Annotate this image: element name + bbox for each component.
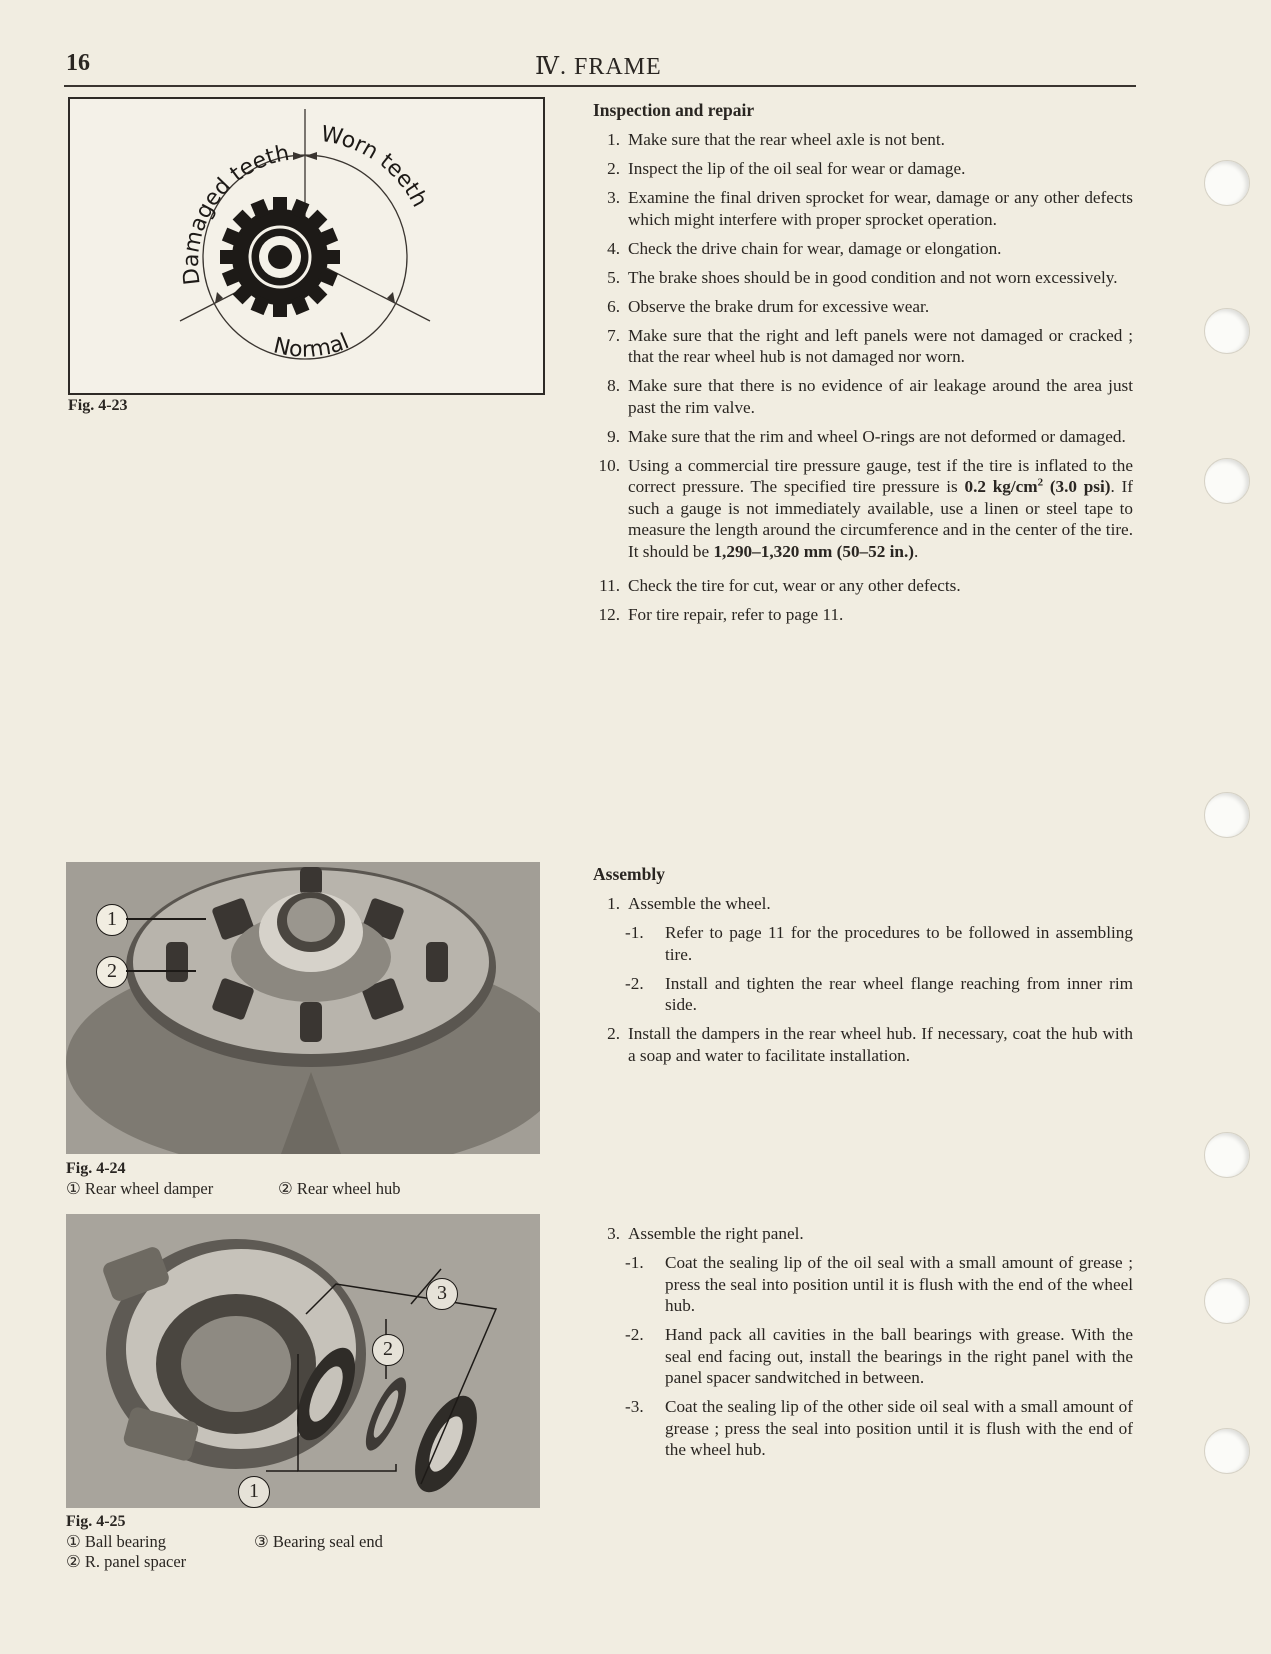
fig-4-25-legend-1: ① Ball bearing — [66, 1532, 167, 1551]
binder-hole — [1204, 160, 1250, 206]
callout-2: 2 — [372, 1334, 404, 1366]
length-in: (50–52 in.) — [836, 541, 914, 561]
inspection-heading: Inspection and repair — [593, 100, 755, 120]
list-item: 7. Make sure that the right and left panels were not damaged or cracked ; that the rear wheel hub is not damaged nor worn. — [607, 325, 1133, 366]
inspection-section — [593, 100, 1133, 626]
binder-hole — [1204, 308, 1250, 354]
fig-4-24-caption: Fig. 4-24 — [66, 1160, 126, 1177]
list-item: 9. Make sure that the rim and wheel O-rings are not deformed or damaged. — [607, 426, 1126, 446]
callout-line — [126, 918, 206, 920]
callout-1: 1 — [96, 904, 128, 936]
chapter-title: Ⅳ. FRAME — [535, 54, 662, 80]
list-item: 2. Inspect the lip of the oil seal for wear or damage. — [607, 159, 966, 178]
svg-text:Normal — [271, 329, 353, 363]
sub-list-item: -2. Install and tighten the rear wheel flange reaching from inner rim side. — [625, 973, 1133, 1014]
sub-list-item: -1. Coat the sealing lip of the oil seal with a small amount of grease ; press the seal into position until it is flush with the end of the wheel hub. — [625, 1253, 1133, 1315]
page-number: 16 — [66, 50, 90, 76]
fig-4-24-legend-2: ② Rear wheel hub — [278, 1179, 401, 1198]
damaged-teeth-label: Damaged teeth — [178, 140, 292, 287]
list-item: 3. Assemble the right panel. — [607, 1224, 804, 1243]
figure-4-25-photo — [66, 1214, 540, 1508]
binder-hole — [1204, 792, 1250, 838]
callout-1: 1 — [238, 1476, 270, 1508]
sub-list-item: -1. Refer to page 11 for the procedures to be followed in assembling tire. — [625, 923, 1133, 964]
callout-line — [126, 970, 196, 972]
list-item: 11. Check the tire for cut, wear or any other defects. — [599, 576, 961, 595]
sprocket-diagram — [70, 99, 543, 393]
pressure-spec: 0.2 $kg/cm^2$ — [964, 476, 1044, 496]
list-item: 2. Install the dampers in the rear wheel hub. If necessary, coat the hub with a soap and water to facilitate installation. — [607, 1024, 1133, 1065]
binder-hole — [1204, 1278, 1250, 1324]
list-item: 5. The brake shoes should be in good condition and not worn excessively. — [607, 267, 1118, 287]
list-item: 4. Check the drive chain for wear, damage or elongation. — [607, 238, 1002, 258]
list-item: 10. Using a commercial tire pressure gauge, test if the tire is inflated to the correct pressure. The specified tire pressure is 0.2 $kg/cm^2$ (3.0 psi). If such a gauge is not immediately available, use a linen or steel tape to measure the length around the circumference and in the center of the tire. It should be 1,290–1,320 mm (50–52 in.). — [598, 455, 1133, 561]
callout-3: 3 — [426, 1278, 458, 1310]
sub-list-item: -3. Coat the sealing lip of the other side oil seal with a small amount of grease ; press the seal into position until it is flush with the end of the wheel hub. — [625, 1397, 1133, 1459]
normal-teeth-label: Normal — [271, 329, 353, 363]
fig-4-24-legend-1: ① Rear wheel damper — [66, 1179, 214, 1198]
fig-4-25-caption: Fig. 4-25 — [66, 1513, 126, 1530]
svg-text:Worn teeth — [319, 122, 432, 211]
binder-hole — [1204, 1132, 1250, 1178]
length-spec: 1,290–1,320 mm — [713, 541, 833, 561]
list-item: 8. Make sure that there is no evidence of air leakage around the area just past the rim valve. — [607, 376, 1133, 417]
worn-teeth-label: Worn teeth — [318, 121, 432, 212]
sprocket-icon — [220, 197, 340, 317]
fig-4-25-legend-3: ③ Bearing seal end — [254, 1532, 383, 1551]
fig-4-25-legend-2: ② R. panel spacer — [66, 1552, 187, 1571]
binder-hole — [1204, 458, 1250, 504]
pressure-psi: (3.0 psi) — [1049, 477, 1111, 496]
assembly-section-continued — [593, 1223, 1133, 1461]
assembly-section — [593, 864, 1133, 1066]
sub-list-item: -2. Hand pack all cavities in the ball bearings with grease. With the seal end facing out, install the bearings in the right panel with the panel spacer sandwitched in between. — [625, 1325, 1133, 1387]
assembly-heading: Assembly — [593, 864, 665, 884]
callout-2: 2 — [96, 956, 128, 988]
list-item: 1. Make sure that the rear wheel axle is not bent. — [607, 130, 945, 149]
list-item: 3. Examine the final driven sprocket for wear, damage or any other defects which might interfere with proper sprocket operation. — [607, 188, 1133, 229]
list-item: 1. Assemble the wheel. — [607, 894, 771, 913]
figure-4-24-photo — [66, 862, 540, 1154]
list-item: 6. Observe the brake drum for excessive wear. — [607, 296, 930, 316]
fig-4-23-caption: Fig. 4-23 — [68, 397, 128, 414]
header-rule — [64, 85, 1136, 87]
list-item: 12. For tire repair, refer to page 11. — [598, 605, 844, 624]
binder-hole — [1204, 1428, 1250, 1474]
figure-4-23-sprocket-diagram — [68, 97, 545, 395]
